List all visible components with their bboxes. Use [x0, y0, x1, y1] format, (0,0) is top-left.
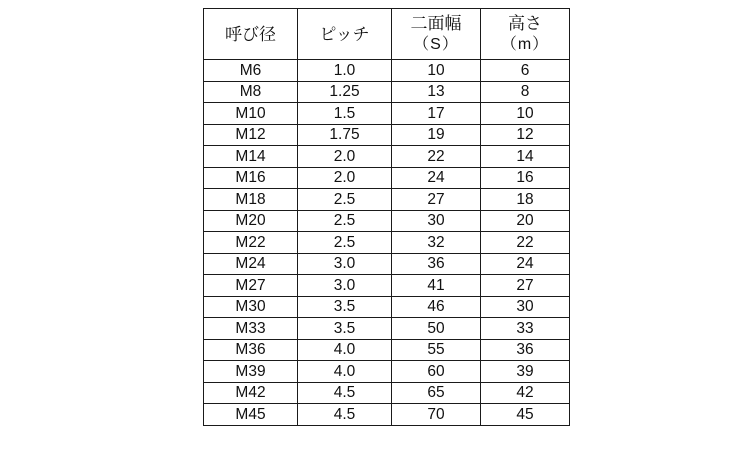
- cell-width-across-flats: 65: [392, 382, 481, 404]
- cell-nominal-diameter: M10: [204, 103, 298, 125]
- table-row: [204, 60, 570, 82]
- table-row: [204, 232, 570, 254]
- header-row: [204, 9, 570, 60]
- cell-nominal-diameter: M39: [204, 361, 298, 383]
- cell-nominal-diameter: M8: [204, 81, 298, 103]
- cell-height: 14: [481, 146, 570, 168]
- cell-pitch: 1.5: [298, 103, 392, 125]
- table-row: [204, 103, 570, 125]
- cell-pitch: 3.0: [298, 275, 392, 297]
- table-row: [204, 361, 570, 383]
- cell-height: 27: [481, 275, 570, 297]
- cell-height: 45: [481, 404, 570, 426]
- cell-height: 8: [481, 81, 570, 103]
- cell-width-across-flats: 27: [392, 189, 481, 211]
- cell-height: 42: [481, 382, 570, 404]
- cell-nominal-diameter: M24: [204, 253, 298, 275]
- header-width-across-flats: [392, 9, 481, 60]
- cell-nominal-diameter: M27: [204, 275, 298, 297]
- cell-pitch: 2.0: [298, 167, 392, 189]
- cell-pitch: 2.0: [298, 146, 392, 168]
- cell-height: 24: [481, 253, 570, 275]
- cell-pitch: 3.0: [298, 253, 392, 275]
- cell-height: 18: [481, 189, 570, 211]
- cell-width-across-flats: 41: [392, 275, 481, 297]
- cell-height: 33: [481, 318, 570, 340]
- cell-height: 6: [481, 60, 570, 82]
- table-row: [204, 146, 570, 168]
- cell-pitch: 2.5: [298, 189, 392, 211]
- table-row: [204, 296, 570, 318]
- cell-width-across-flats: 19: [392, 124, 481, 146]
- header-height-label: 高さ: [508, 14, 542, 33]
- header-height-unit: （m）: [500, 36, 550, 53]
- cell-width-across-flats: 10: [392, 60, 481, 82]
- cell-pitch: 1.0: [298, 60, 392, 82]
- table-body: [204, 60, 570, 426]
- cell-height: 20: [481, 210, 570, 232]
- table-row: [204, 275, 570, 297]
- header-width-label: 二面幅: [410, 14, 462, 33]
- table-row: [204, 167, 570, 189]
- cell-nominal-diameter: M14: [204, 146, 298, 168]
- cell-nominal-diameter: M20: [204, 210, 298, 232]
- table-row: [204, 81, 570, 103]
- nut-dimension-table: [203, 8, 570, 426]
- cell-nominal-diameter: M36: [204, 339, 298, 361]
- cell-width-across-flats: 70: [392, 404, 481, 426]
- cell-nominal-diameter: M16: [204, 167, 298, 189]
- table-header: [204, 9, 570, 60]
- cell-height: 12: [481, 124, 570, 146]
- cell-width-across-flats: 17: [392, 103, 481, 125]
- cell-width-across-flats: 24: [392, 167, 481, 189]
- table-row: [204, 404, 570, 426]
- cell-width-across-flats: 30: [392, 210, 481, 232]
- cell-width-across-flats: 36: [392, 253, 481, 275]
- cell-nominal-diameter: M12: [204, 124, 298, 146]
- cell-pitch: 1.75: [298, 124, 392, 146]
- cell-nominal-diameter: M18: [204, 189, 298, 211]
- cell-pitch: 2.5: [298, 210, 392, 232]
- cell-pitch: 4.0: [298, 361, 392, 383]
- cell-height: 36: [481, 339, 570, 361]
- cell-height: 39: [481, 361, 570, 383]
- cell-width-across-flats: 13: [392, 81, 481, 103]
- header-nominal-diameter: 呼び径: [204, 9, 298, 60]
- cell-width-across-flats: 22: [392, 146, 481, 168]
- header-height: [481, 9, 570, 60]
- cell-pitch: 3.5: [298, 296, 392, 318]
- table-row: [204, 124, 570, 146]
- cell-width-across-flats: 32: [392, 232, 481, 254]
- cell-height: 22: [481, 232, 570, 254]
- table-row: [204, 253, 570, 275]
- cell-pitch: 3.5: [298, 318, 392, 340]
- cell-nominal-diameter: M33: [204, 318, 298, 340]
- cell-nominal-diameter: M42: [204, 382, 298, 404]
- table-row: [204, 318, 570, 340]
- cell-height: 16: [481, 167, 570, 189]
- cell-pitch: 4.5: [298, 382, 392, 404]
- cell-pitch: 1.25: [298, 81, 392, 103]
- table-row: [204, 339, 570, 361]
- cell-width-across-flats: 46: [392, 296, 481, 318]
- cell-height: 30: [481, 296, 570, 318]
- table-row: [204, 210, 570, 232]
- table-row: [204, 382, 570, 404]
- cell-width-across-flats: 55: [392, 339, 481, 361]
- table-row: [204, 189, 570, 211]
- cell-nominal-diameter: M22: [204, 232, 298, 254]
- cell-pitch: 4.5: [298, 404, 392, 426]
- cell-height: 10: [481, 103, 570, 125]
- cell-nominal-diameter: M6: [204, 60, 298, 82]
- cell-pitch: 2.5: [298, 232, 392, 254]
- cell-nominal-diameter: M30: [204, 296, 298, 318]
- cell-pitch: 4.0: [298, 339, 392, 361]
- header-pitch: ピッチ: [298, 9, 392, 60]
- cell-width-across-flats: 60: [392, 361, 481, 383]
- cell-width-across-flats: 50: [392, 318, 481, 340]
- cell-nominal-diameter: M45: [204, 404, 298, 426]
- header-width-unit: （S）: [413, 36, 459, 53]
